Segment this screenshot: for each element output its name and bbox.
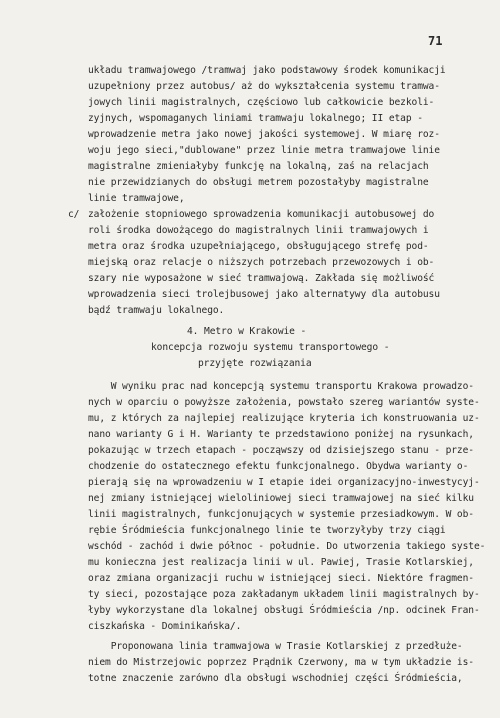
- text-line: ty sieci, pozostające poza zakładanym układem linii magistralnych by-: [88, 589, 480, 600]
- text-line: metra oraz środka uzupełniającego, obsługującego strefę pod-: [88, 241, 429, 252]
- text-line: nano warianty G i H. Warianty te przedstawiono poniżej na rysunkach,: [88, 429, 474, 440]
- text-line: mu, z których za najlepiej realizujące kryteria ich konstruowania uz-: [88, 413, 480, 424]
- text-line: oraz zmiana organizacji ruchu w istniejącej sieci. Niektóre fragmen-: [88, 573, 474, 584]
- text-line: woju jego sieci,"dublowane" przez linie metra tramwajowe linie: [88, 145, 440, 156]
- text-line: bądź tramwaju lokalnego.: [88, 305, 225, 316]
- section-heading: koncepcja rozwoju systemu transportowego -: [151, 342, 390, 353]
- text-line: ciszkańska - Dominikańska/.: [88, 621, 242, 632]
- section-heading: przyjęte rozwiązania: [198, 358, 312, 369]
- text-line: Proponowana linia tramwajowa w Trasie Kotlarskiej z przedłuże-: [88, 641, 463, 652]
- text-line: nych w oparciu o powyższe założenia, powstało szereg wariantów syste-: [88, 397, 480, 408]
- text-line: założenie stopniowego sprowadzenia komunikacji autobusowej do: [88, 209, 435, 220]
- text-line: magistralne zmieniałyby funkcję na lokalną, zaś na relacjach: [88, 161, 429, 172]
- text-line: W wyniku prac nad koncepcją systemu transportu Krakowa prowadzo-: [88, 381, 474, 392]
- text-line: pokazując w trzech etapach - począwszy od dzisiejszego stanu - prze-: [88, 445, 474, 456]
- text-line: wprowadzenie metra jako nowej jakości systemowej. W miarę roz-: [88, 129, 440, 140]
- text-line: chodzenie do ostatecznego efektu funkcjonalnego. Obydwa warianty o-: [88, 461, 469, 472]
- text-line: układu tramwajowego /tramwaj jako podstawowy środek komunikacji: [88, 65, 446, 76]
- page-number: 71: [428, 34, 443, 48]
- text-line: zyjnych, wspomaganych liniami tramwaju lokalnego; II etap -: [88, 113, 423, 124]
- text-line: linie tramwajowe,: [88, 193, 185, 204]
- text-line: linii magistralnych, funkcjonujących w systemie przesiadkowym. W ob-: [88, 509, 474, 520]
- text-line: niem do Mistrzejowic poprzez Prądnik Czerwony, ma w tym układzie is-: [88, 657, 474, 668]
- text-line: totne znaczenie zarówno dla obsługi wschodniej części Śródmieścia,: [88, 673, 463, 684]
- text-line: rębie Śródmieścia funkcjonalnego linie te tworzyłyby trzy ciągi: [88, 525, 446, 536]
- text-line: szary nie wyposażone w sieć tramwajową. Zakłada się możliwość: [88, 273, 435, 284]
- text-line: nie przewidzianych do obsługi metrem pozostałyby magistralne: [88, 177, 429, 188]
- text-line: wschód - zachód i dwie północ - południe. Do utworzenia takiego syste-: [88, 541, 486, 552]
- text-line: roli środka dowożącego do magistralnych linii tramwajowych i: [88, 225, 429, 236]
- list-item-marker: c/: [68, 209, 80, 220]
- text-line: mu konieczna jest realizacja linii w ul. Pawiej, Trasie Kotlarskiej,: [88, 557, 474, 568]
- text-line: miejską oraz relacje o niższych potrzebach przewozowych i ob-: [88, 257, 435, 268]
- text-line: pierają się na wprowadzeniu w I etapie idei organizacyjno-inwestycyj-: [88, 477, 480, 488]
- text-line: nej zmiany istniejącej wieloliniowej sieci tramwajowej na sieć kilku: [88, 493, 474, 504]
- text-line: wprowadzenia sieci trolejbusowej jako alternatywy dla autobusu: [88, 289, 440, 300]
- text-line: uzupełniony przez autobus/ aż do wykształcenia systemu tramwa-: [88, 81, 440, 92]
- text-line: łyby wykorzystane dla lokalnej obsługi Śródmieścia /np. odcinek Fran-: [88, 605, 480, 616]
- section-heading: 4. Metro w Krakowie -: [187, 326, 307, 337]
- text-line: jowych linii magistralnych, częściowo lub całkowicie bezkoli-: [88, 97, 435, 108]
